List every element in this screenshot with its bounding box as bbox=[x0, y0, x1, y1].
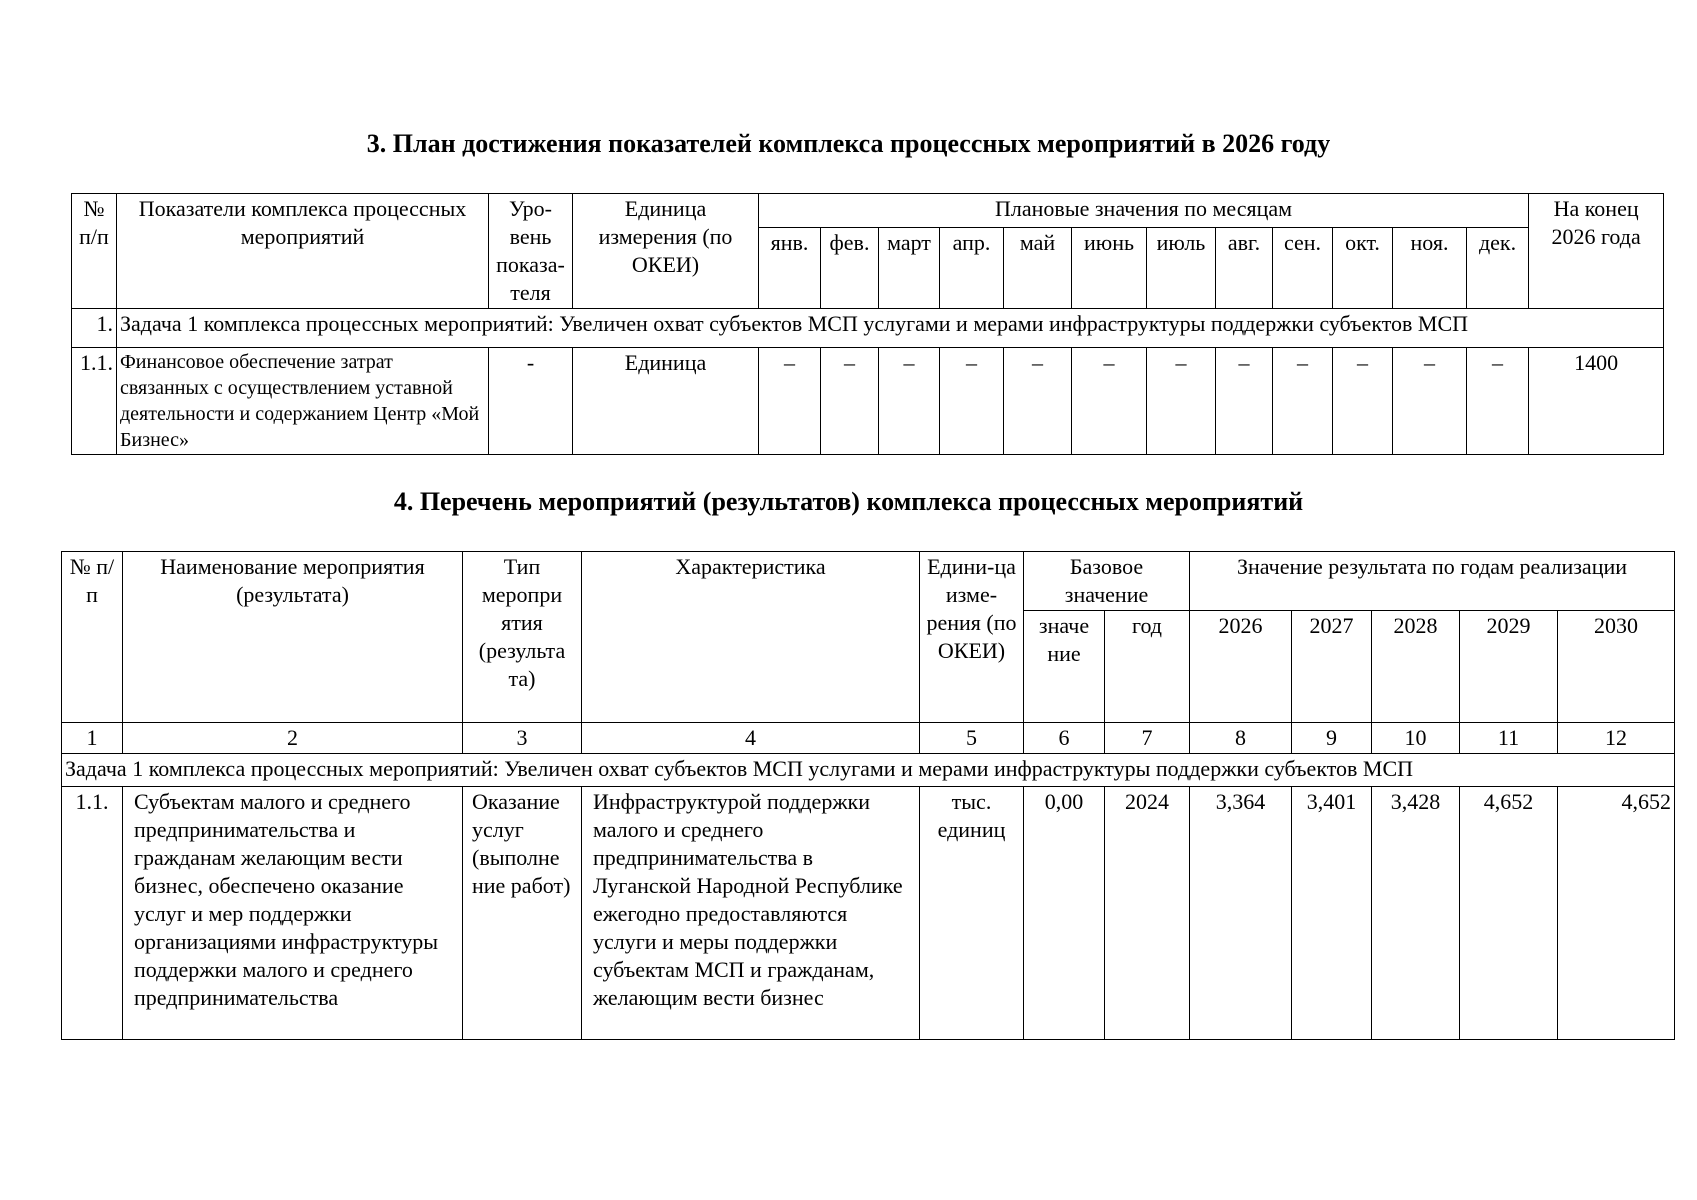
column-number: 5 bbox=[920, 723, 1024, 754]
row-month-value: – bbox=[759, 348, 821, 455]
header-month-jul: июль bbox=[1147, 228, 1216, 309]
column-number: 6 bbox=[1024, 723, 1105, 754]
row-month-value: – bbox=[821, 348, 879, 455]
header-month-sep: сен. bbox=[1273, 228, 1333, 309]
header-indicators: Показатели комплекса процессных мероприятий bbox=[117, 194, 489, 309]
header-month-oct: окт. bbox=[1333, 228, 1393, 309]
row-num: 1.1. bbox=[72, 348, 117, 455]
row-value-2030: 4,652 bbox=[1558, 787, 1675, 1040]
task-row-text: Задача 1 комплекса процессных мероприятий: Увеличен охват субъектов МСП услугами и мерами инфраструктуры поддержки субъектов МСП bbox=[117, 309, 1664, 348]
header-year-2030: 2030 bbox=[1558, 611, 1675, 723]
row-activity-type: Оказание услуг (выполне ние работ) bbox=[463, 787, 582, 1040]
row-base-year: 2024 bbox=[1105, 787, 1190, 1040]
row-month-value: – bbox=[1147, 348, 1216, 455]
row-indicator-name: Финансовое обеспечение затрат связанных с осуществлением уставной деятельности и содержанием Центр «Мой Бизнес» bbox=[117, 348, 489, 455]
header-name: Наименование мероприятия (результата) bbox=[123, 552, 463, 723]
row-value-2026: 3,364 bbox=[1190, 787, 1292, 1040]
header-month-jun: июнь bbox=[1072, 228, 1147, 309]
header-month-dec: дек. bbox=[1467, 228, 1529, 309]
row-month-value: – bbox=[1333, 348, 1393, 455]
header-month-mar: март bbox=[879, 228, 940, 309]
row-level: - bbox=[489, 348, 573, 455]
header-year-2027: 2027 bbox=[1292, 611, 1372, 723]
column-number: 2 bbox=[123, 723, 463, 754]
column-number: 7 bbox=[1105, 723, 1190, 754]
header-level: Уро-вень показа-теля bbox=[489, 194, 573, 309]
header-type: Тип меропри ятия (результа та) bbox=[463, 552, 582, 723]
row-end-of-year: 1400 bbox=[1529, 348, 1664, 455]
section4-title: 4. Перечень мероприятий (результатов) комплекса процессных мероприятий bbox=[393, 487, 1304, 516]
section3-title: 3. План достижения показателей комплекса процессных мероприятий в 2026 году bbox=[366, 129, 1331, 158]
column-number: 8 bbox=[1190, 723, 1292, 754]
header-month-feb: фев. bbox=[821, 228, 879, 309]
row-month-value: – bbox=[1273, 348, 1333, 455]
header-base-year: год bbox=[1105, 611, 1190, 723]
row-value-2028: 3,428 bbox=[1372, 787, 1460, 1040]
header-num: № п/п bbox=[72, 194, 117, 309]
header-characteristic: Характеристика bbox=[582, 552, 920, 723]
row-activity-name: Субъектам малого и среднего предпринимательства и гражданам желающим вести бизнес, обеспечено оказание услуг и мер поддержки организациями инфраструктуры поддержки малого и среднего предпринимательства bbox=[123, 787, 463, 1040]
header-month-apr: апр. bbox=[940, 228, 1004, 309]
task-row-text: Задача 1 комплекса процессных мероприятий: Увеличен охват субъектов МСП услугами и мерами инфраструктуры поддержки субъектов МСП bbox=[62, 754, 1675, 787]
row-base-value: 0,00 bbox=[1024, 787, 1105, 1040]
header-planned-values: Плановые значения по месяцам bbox=[759, 194, 1529, 228]
indicators-plan-table bbox=[71, 193, 1664, 455]
column-number: 12 bbox=[1558, 723, 1675, 754]
row-month-value: – bbox=[879, 348, 940, 455]
column-number: 10 bbox=[1372, 723, 1460, 754]
header-unit: Единица измерения (по ОКЕИ) bbox=[573, 194, 759, 309]
header-month-aug: авг. bbox=[1216, 228, 1273, 309]
header-end-of-year: На конец 2026 года bbox=[1529, 194, 1664, 309]
row-month-value: – bbox=[940, 348, 1004, 455]
header-year-2029: 2029 bbox=[1460, 611, 1558, 723]
column-number: 3 bbox=[463, 723, 582, 754]
header-num: № п/п bbox=[62, 552, 123, 723]
header-year-2028: 2028 bbox=[1372, 611, 1460, 723]
header-month-nov: ноя. bbox=[1393, 228, 1467, 309]
row-month-value: – bbox=[1393, 348, 1467, 455]
header-month-jan: янв. bbox=[759, 228, 821, 309]
table-row bbox=[72, 348, 1664, 455]
header-unit: Едини-ца изме-рения (по ОКЕИ) bbox=[920, 552, 1024, 723]
row-num: 1.1. bbox=[62, 787, 123, 1040]
row-month-value: – bbox=[1004, 348, 1072, 455]
row-value-2027: 3,401 bbox=[1292, 787, 1372, 1040]
row-unit: тыс. единиц bbox=[920, 787, 1024, 1040]
column-number: 11 bbox=[1460, 723, 1558, 754]
row-month-value: – bbox=[1072, 348, 1147, 455]
header-month-may: май bbox=[1004, 228, 1072, 309]
header-base-value: значе ние bbox=[1024, 611, 1105, 723]
activities-table bbox=[61, 551, 1675, 1040]
column-number: 9 bbox=[1292, 723, 1372, 754]
table-row bbox=[62, 787, 1675, 1040]
column-number: 1 bbox=[62, 723, 123, 754]
row-unit: Единица bbox=[573, 348, 759, 455]
column-number: 4 bbox=[582, 723, 920, 754]
row-month-value: – bbox=[1216, 348, 1273, 455]
row-characteristic: Инфраструктурой поддержки малого и среднего предпринимательства в Луганской Народной Республике ежегодно предоставляются услуги и меры поддержки субъектам МСП и гражданам, желающим вести бизнес bbox=[582, 787, 920, 1040]
row-month-value: – bbox=[1467, 348, 1529, 455]
header-base: Базовое значение bbox=[1024, 552, 1190, 611]
header-year-2026: 2026 bbox=[1190, 611, 1292, 723]
header-result-by-year: Значение результата по годам реализации bbox=[1190, 552, 1675, 611]
task-row-num: 1. bbox=[72, 309, 117, 348]
row-value-2029: 4,652 bbox=[1460, 787, 1558, 1040]
